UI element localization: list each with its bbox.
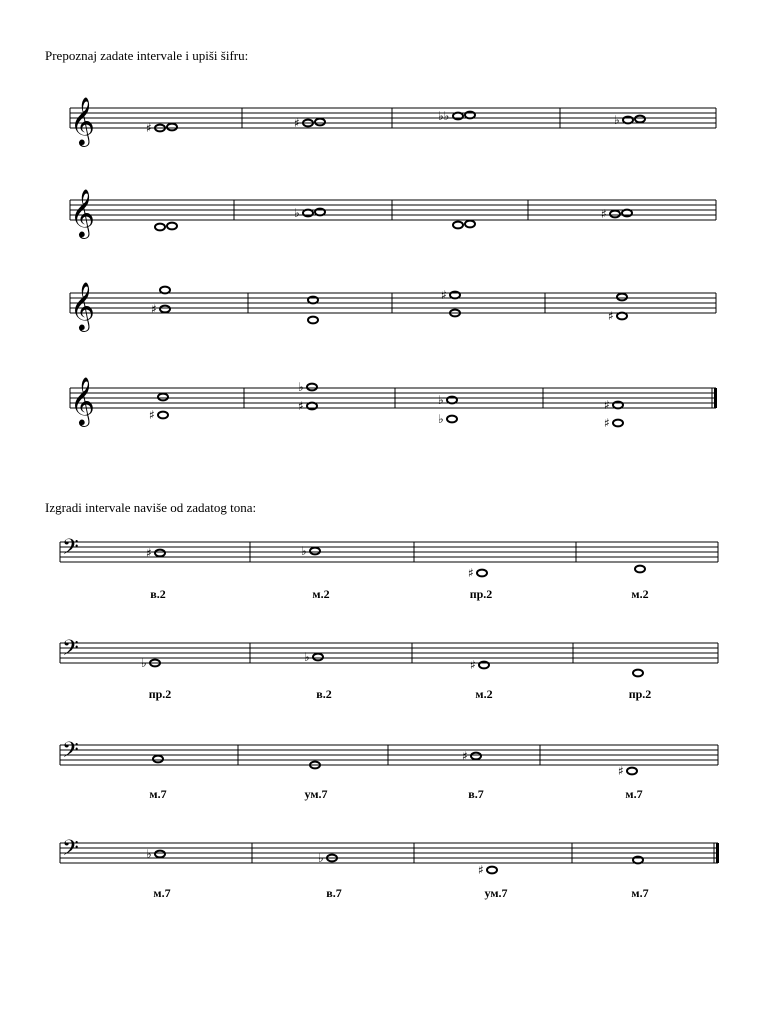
treble-staff-1 [70, 96, 716, 147]
flat-icon: ♭ [614, 113, 620, 127]
sharp-icon: ♯ [462, 749, 468, 763]
flat-icon: ♭ [141, 656, 147, 670]
treble-staff-2 [70, 188, 716, 239]
flat-icon: ♭ [301, 544, 307, 558]
whole-note [453, 222, 463, 229]
sharp-icon: ♯ [604, 416, 610, 430]
whole-note [313, 654, 323, 661]
flat-icon: ♭ [438, 393, 444, 407]
flat-icon: ♭ [318, 851, 324, 865]
whole-note [160, 287, 170, 294]
interval-label: в.2 [316, 687, 332, 701]
treble-staff-4 [70, 376, 717, 430]
sharp-icon: ♯ [608, 309, 614, 323]
interval-label: пр.2 [469, 587, 493, 601]
whole-note [627, 768, 637, 775]
flat-icon: ♭ [294, 206, 300, 220]
bass-clef-icon: 𝄢 [62, 535, 79, 565]
flat-icon: ♭♭ [438, 109, 450, 123]
sharp-icon: ♯ [601, 207, 607, 221]
whole-note [465, 221, 475, 228]
flat-icon: ♭ [298, 380, 304, 394]
sharp-icon: ♯ [294, 116, 300, 130]
interval-label: м.2 [312, 587, 330, 601]
bass-staff-3 [60, 738, 718, 801]
whole-note [153, 756, 163, 763]
instruction-recognize-intervals: Prepoznaj zadate intervale i upiši šifru: [45, 48, 249, 63]
sharp-icon: ♯ [478, 863, 484, 877]
whole-note [155, 550, 165, 557]
sharp-icon: ♯ [298, 399, 304, 413]
whole-note [617, 294, 627, 301]
whole-note [308, 317, 318, 324]
interval-label: ум.7 [304, 787, 328, 801]
interval-label: в.2 [150, 587, 166, 601]
bass-clef-icon: 𝄢 [62, 836, 79, 866]
treble-staff-3 [70, 281, 716, 332]
whole-note [158, 394, 168, 401]
sharp-icon: ♯ [146, 546, 152, 560]
interval-label: в.7 [326, 886, 342, 900]
whole-note [307, 384, 317, 391]
interval-label: пр.2 [628, 687, 652, 701]
sharp-icon: ♯ [441, 288, 447, 302]
bass-clef-icon: 𝄢 [62, 636, 79, 666]
interval-label: м.7 [149, 787, 167, 801]
treble-clef-icon: 𝄞 [70, 376, 95, 425]
bass-clef-icon: 𝄢 [62, 738, 79, 768]
whole-note [158, 412, 168, 419]
whole-note [310, 548, 320, 555]
sharp-icon: ♯ [146, 121, 152, 135]
interval-label: в.7 [468, 787, 484, 801]
whole-note [617, 313, 627, 320]
whole-note [477, 570, 487, 577]
flat-icon: ♭ [304, 650, 310, 664]
sharp-icon: ♯ [468, 566, 474, 580]
whole-note [315, 119, 325, 126]
whole-note [167, 124, 177, 131]
flat-icon: ♭ [438, 412, 444, 426]
whole-note [633, 670, 643, 677]
instruction-build-intervals: Izgradi intervale naviše od zadatog tona: [45, 500, 257, 515]
interval-label: ум.7 [484, 886, 508, 900]
whole-note [160, 306, 170, 313]
interval-label: м.7 [631, 886, 649, 900]
treble-clef-icon: 𝄞 [70, 281, 95, 330]
whole-note [447, 416, 457, 423]
sharp-icon: ♯ [618, 764, 624, 778]
interval-label: м.7 [153, 886, 171, 900]
bass-staff-4 [60, 836, 719, 900]
whole-note [610, 211, 620, 218]
treble-clef-icon: 𝄞 [70, 188, 95, 237]
whole-note [613, 420, 623, 427]
interval-label: м.7 [625, 787, 643, 801]
whole-note [155, 851, 165, 858]
whole-note [487, 867, 497, 874]
whole-note [635, 566, 645, 573]
sharp-icon: ♯ [151, 302, 157, 316]
treble-clef-icon: 𝄞 [70, 96, 95, 145]
bass-staff-1 [60, 535, 718, 601]
flat-icon: ♭ [146, 847, 152, 861]
whole-note [155, 224, 165, 231]
interval-label: пр.2 [148, 687, 172, 701]
sharp-icon: ♯ [149, 408, 155, 422]
sharp-icon: ♯ [470, 658, 476, 672]
interval-label: м.2 [475, 687, 493, 701]
whole-note [471, 753, 481, 760]
whole-note [167, 223, 177, 230]
interval-label: м.2 [631, 587, 649, 601]
whole-note [635, 116, 645, 123]
sharp-icon: ♯ [604, 398, 610, 412]
bass-staff-2 [60, 636, 718, 701]
